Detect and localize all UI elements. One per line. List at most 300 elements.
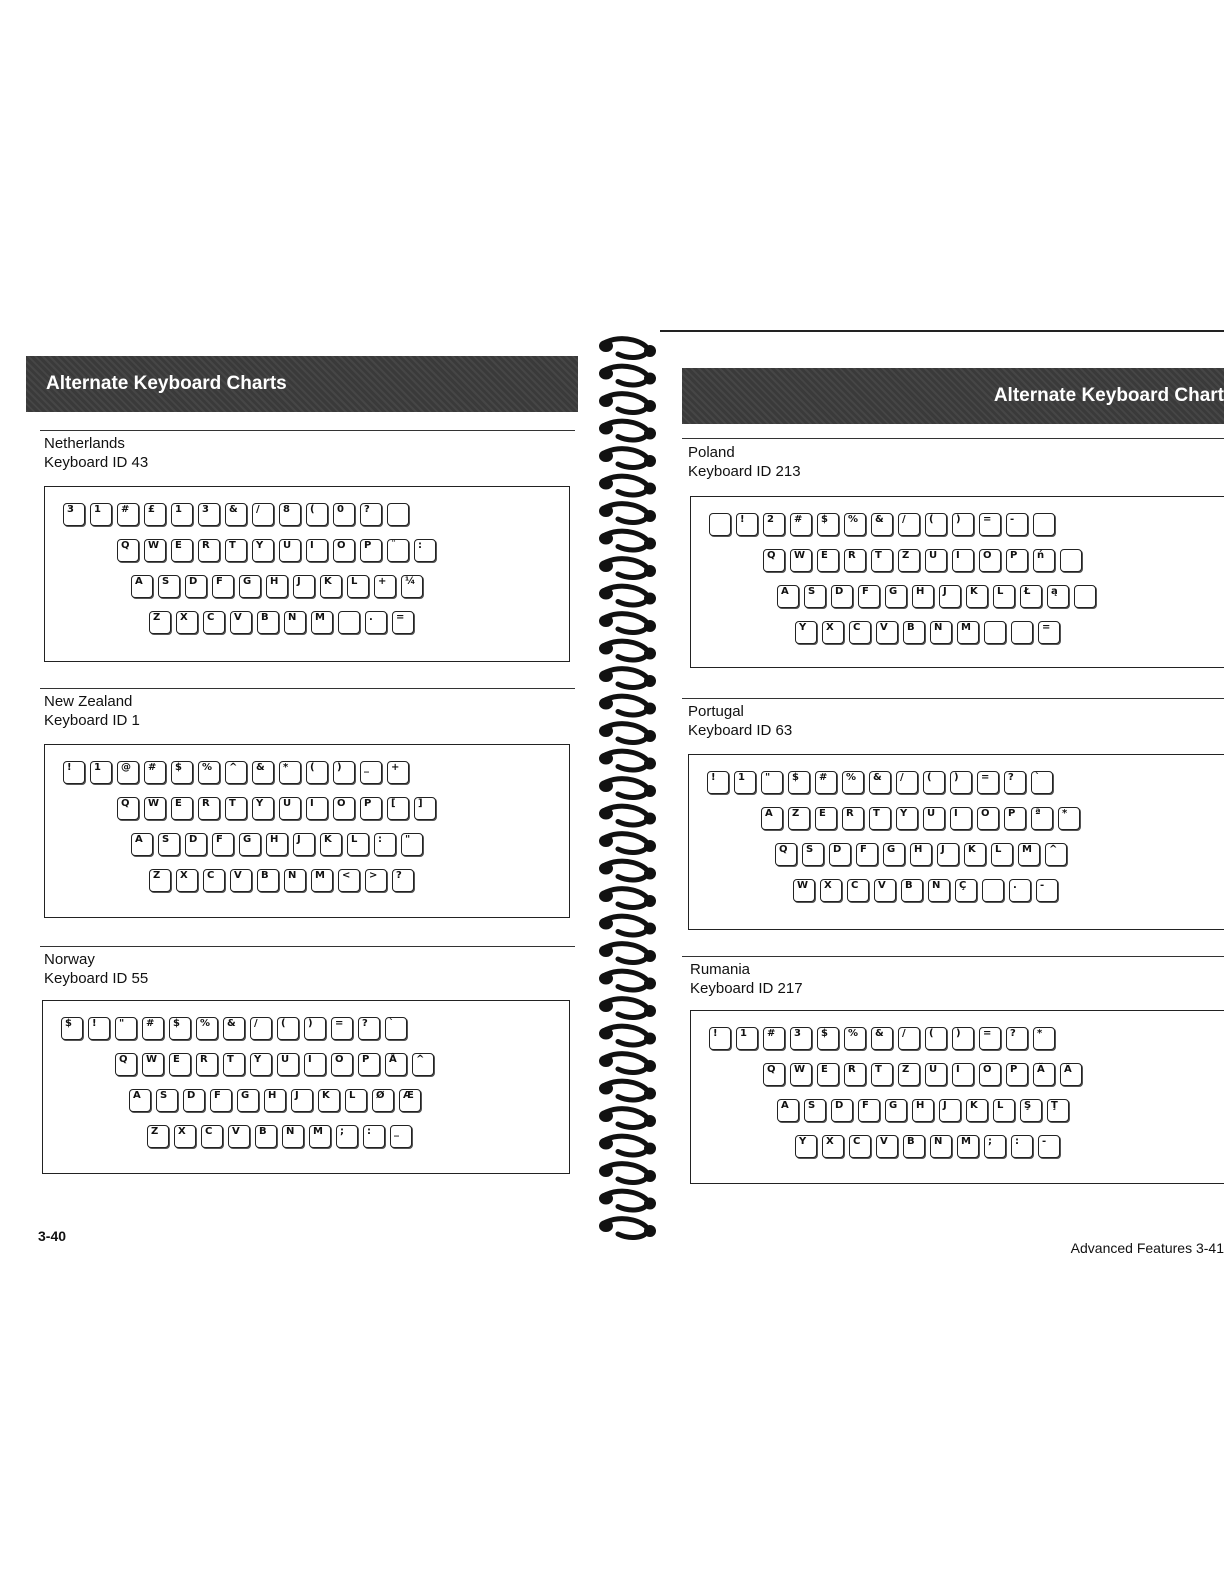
- keycap: [950, 771, 972, 794]
- keycap-label: Ş: [1024, 1100, 1032, 1111]
- keycap: [869, 771, 891, 794]
- binding-coil: [599, 669, 656, 688]
- keycap: [131, 833, 153, 856]
- keycap: [876, 621, 898, 644]
- keycap: [964, 843, 986, 866]
- keycap: [790, 513, 812, 536]
- keycap: [304, 1017, 326, 1040]
- keycap: [761, 771, 783, 794]
- keycap-label: !: [92, 1018, 97, 1029]
- section-rule: [682, 698, 1224, 699]
- keycap: [804, 1099, 826, 1122]
- keycap: [115, 1017, 137, 1040]
- keycap: [293, 833, 315, 856]
- keycap-label: P: [364, 798, 372, 809]
- keycap: [228, 1125, 250, 1148]
- keycap: [63, 503, 85, 526]
- keycap: [61, 1017, 83, 1040]
- keycap: [903, 621, 925, 644]
- keycap: [802, 843, 824, 866]
- keycap-label: 0: [337, 504, 344, 515]
- keycap: [790, 1063, 812, 1086]
- keycap: [203, 611, 225, 634]
- keycap-label: S: [808, 586, 816, 597]
- keycap: [788, 807, 810, 830]
- keycap-label: R: [846, 808, 854, 819]
- country-name: Norway: [44, 951, 95, 968]
- keycap: [203, 869, 225, 892]
- keycap-label: U: [929, 1064, 938, 1075]
- keycap-label: ": [119, 1018, 125, 1029]
- keycap: [1033, 1027, 1055, 1050]
- keycap-label: V: [234, 612, 242, 623]
- keycap: [212, 575, 234, 598]
- keycap-label: I: [956, 1064, 960, 1075]
- keycap: [979, 1027, 1001, 1050]
- keycap-label: T: [229, 540, 236, 551]
- keycap: [842, 771, 864, 794]
- keycap: [788, 771, 810, 794]
- keycap: [831, 585, 853, 608]
- keycap: [196, 1017, 218, 1040]
- keycap: [1060, 549, 1082, 572]
- keycap-label: M: [313, 1126, 323, 1137]
- keycap: [979, 1063, 1001, 1086]
- keycap: [129, 1089, 151, 1112]
- keycap: [198, 797, 220, 820]
- keycap-label: ": [405, 834, 411, 845]
- keycap-label: D: [833, 844, 842, 855]
- keycap: [984, 1135, 1006, 1158]
- keycap: [196, 1053, 218, 1076]
- keycap-label: D: [835, 1100, 844, 1111]
- keycap: [230, 611, 252, 634]
- keycap-label: F: [214, 1090, 221, 1101]
- keycap-label: $: [821, 514, 828, 525]
- keycap: [777, 585, 799, 608]
- keycap-label: U: [927, 808, 936, 819]
- keycap-label: C: [853, 1136, 861, 1147]
- keycap-label: 3: [202, 504, 209, 515]
- keycap-label: J: [941, 844, 945, 855]
- keycap: [412, 1053, 434, 1076]
- left-banner: Alternate Keyboard Charts: [26, 356, 578, 412]
- keycap-label: L: [995, 844, 1002, 855]
- section-title-portugal: [688, 702, 792, 740]
- keyboard-row: [131, 833, 423, 856]
- keycap: [174, 1125, 196, 1148]
- right-page: [660, 0, 1224, 1584]
- keycap: [1006, 549, 1028, 572]
- binding-coil: [599, 1026, 656, 1045]
- binding-coil: [599, 724, 656, 743]
- keycap: [950, 807, 972, 830]
- keycap: [252, 797, 274, 820]
- keycap-label: W: [148, 540, 160, 551]
- section-rule: [40, 430, 575, 431]
- keycap-label: 3: [67, 504, 74, 515]
- binding-coil: [599, 916, 656, 935]
- keycap-label: ^: [229, 762, 238, 773]
- keycap-label: O: [983, 1064, 992, 1075]
- keycap-label: 1: [94, 762, 101, 773]
- keycap-label: /: [902, 1028, 906, 1039]
- keycap: [952, 1063, 974, 1086]
- keycap-label: Ă: [1037, 1064, 1045, 1075]
- keycap-label: ): [956, 1028, 961, 1039]
- keycap: [1033, 513, 1055, 536]
- keycap-label: !: [740, 514, 745, 525]
- keycap: [88, 1017, 110, 1040]
- keycap-label: (: [927, 772, 932, 783]
- keycap: [347, 833, 369, 856]
- keycap-label: T: [875, 1064, 882, 1075]
- keycap: [225, 797, 247, 820]
- keycap: [993, 585, 1015, 608]
- keycap: [345, 1089, 367, 1112]
- keycap: [257, 869, 279, 892]
- keycap-label: H: [916, 1100, 925, 1111]
- keycap: [952, 549, 974, 572]
- keycap-label: #: [794, 514, 803, 525]
- keycap: [883, 843, 905, 866]
- keycap: [360, 539, 382, 562]
- keycap-label: P: [362, 1054, 370, 1065]
- keycap: [817, 549, 839, 572]
- keycap-label: U: [283, 540, 292, 551]
- keycap: [1004, 807, 1026, 830]
- keycap-label: M: [961, 1136, 971, 1147]
- keycap-label: &: [227, 1018, 236, 1029]
- keycap: [414, 797, 436, 820]
- binding-coil: [599, 531, 656, 550]
- keycap-label: J: [295, 1090, 299, 1101]
- keycap-label: ]: [418, 798, 423, 809]
- keycap: [896, 771, 918, 794]
- keycap-label: <: [342, 870, 351, 881]
- keycap-label: =: [981, 772, 990, 783]
- keyboard-row: [147, 1125, 412, 1148]
- keycap-label: A: [135, 576, 143, 587]
- keycap-label: E: [821, 1064, 828, 1075]
- keycap: [977, 807, 999, 830]
- keycap-label: I: [956, 550, 960, 561]
- keycap-label: -: [1010, 514, 1015, 525]
- keycap: [372, 1089, 394, 1112]
- keycap-label: ^: [1049, 844, 1058, 855]
- keycap: [279, 797, 301, 820]
- keycap: [844, 1027, 866, 1050]
- keycap: [709, 513, 731, 536]
- binding-coil: [599, 1191, 656, 1210]
- keycap: [399, 1089, 421, 1112]
- keycap: [709, 1027, 731, 1050]
- keycap: [1011, 1135, 1033, 1158]
- keycap: [311, 611, 333, 634]
- keycap-label: :: [1015, 1136, 1019, 1147]
- keycap: [223, 1053, 245, 1076]
- keycap: [306, 797, 328, 820]
- section-rule: [682, 956, 1224, 957]
- country-name: Netherlands: [44, 435, 125, 452]
- keycap: [358, 1017, 380, 1040]
- keycap: [117, 797, 139, 820]
- keycap: [252, 503, 274, 526]
- keycap: [387, 797, 409, 820]
- keycap: [898, 549, 920, 572]
- keycap: [387, 761, 409, 784]
- keyboard-chart-poland: [690, 496, 1224, 668]
- keycap-label: X: [826, 622, 834, 633]
- section-title-new-zealand: [44, 692, 140, 730]
- keycap: [117, 761, 139, 784]
- keycap-label: /: [900, 772, 904, 783]
- keycap: [333, 539, 355, 562]
- keycap-label: N: [934, 622, 943, 633]
- keycap-label: K: [324, 834, 332, 845]
- keycap-label: R: [848, 550, 856, 561]
- keycap: [250, 1017, 272, 1040]
- keycap: [309, 1125, 331, 1148]
- keycap: [360, 797, 382, 820]
- keycap-label: K: [968, 844, 976, 855]
- keycap-label: #: [146, 1018, 155, 1029]
- keycap-label: W: [148, 798, 160, 809]
- keycap: [171, 761, 193, 784]
- keycap-label: J: [297, 834, 301, 845]
- keycap-label: ;: [988, 1136, 992, 1147]
- section-title-netherlands: [44, 434, 148, 472]
- keycap-label: (: [310, 762, 315, 773]
- keycap-label: Y: [256, 798, 264, 809]
- keycap-label: &: [229, 504, 238, 515]
- keycap-label: %: [848, 514, 859, 525]
- keycap-label: 3: [794, 1028, 801, 1039]
- keycap: [252, 761, 274, 784]
- keycap-label: K: [324, 576, 332, 587]
- keycap-label: -: [1042, 1136, 1047, 1147]
- keycap: [871, 1027, 893, 1050]
- keycap-label: Q: [767, 550, 776, 561]
- keycap: [169, 1017, 191, 1040]
- keycap: [176, 869, 198, 892]
- keycap: [250, 1053, 272, 1076]
- keycap: [761, 807, 783, 830]
- keycap: [912, 585, 934, 608]
- keycap-label: !: [711, 772, 716, 783]
- keycap-label: H: [268, 1090, 277, 1101]
- keycap: [952, 513, 974, 536]
- keycap-label: I: [308, 1054, 312, 1065]
- keycap-label: /: [254, 1018, 258, 1029]
- keycap-label: ?: [1010, 1028, 1016, 1039]
- keyboard-row: [763, 549, 1082, 572]
- keycap: [804, 585, 826, 608]
- keycap: [849, 621, 871, 644]
- keycap: [225, 503, 247, 526]
- keycap-label: X: [178, 1126, 186, 1137]
- keycap: [984, 621, 1006, 644]
- keycap: [363, 1125, 385, 1148]
- keycap-label: K: [970, 1100, 978, 1111]
- keycap: [1038, 621, 1060, 644]
- keycap: [844, 513, 866, 536]
- keycap-label: X: [826, 1136, 834, 1147]
- keycap-label: ą: [1051, 586, 1058, 597]
- keycap-label: +: [378, 576, 387, 587]
- keycap-label: V: [234, 870, 242, 881]
- keycap-label: G: [241, 1090, 250, 1101]
- keycap-label: ): [337, 762, 342, 773]
- keyboard-chart-rumania: [690, 1010, 1224, 1184]
- keycap-label: C: [207, 870, 215, 881]
- keycap-label: J: [943, 1100, 947, 1111]
- keycap: [763, 549, 785, 572]
- keycap: [198, 539, 220, 562]
- keycap-label: N: [934, 1136, 943, 1147]
- binding-coil: [599, 696, 656, 715]
- keycap: [1004, 771, 1026, 794]
- keycap: [925, 1063, 947, 1086]
- binding-coil: [599, 1081, 656, 1100]
- keycap: [1020, 1099, 1042, 1122]
- keycap: [829, 843, 851, 866]
- keycap: [795, 1135, 817, 1158]
- keycap: [912, 1099, 934, 1122]
- keycap-label: L: [351, 834, 358, 845]
- keycap-label: X: [180, 612, 188, 623]
- keycap-label: Y: [256, 540, 264, 551]
- keycap: [1006, 1063, 1028, 1086]
- keycap-label: .: [1013, 880, 1017, 891]
- keycap: [142, 1017, 164, 1040]
- keycap: [820, 879, 842, 902]
- keycap-label: ;: [340, 1126, 344, 1137]
- keycap-label: $: [173, 1018, 180, 1029]
- keycap: [169, 1053, 191, 1076]
- keycap: [1031, 771, 1053, 794]
- keycap: [264, 1089, 286, 1112]
- keycap-label: V: [878, 880, 886, 891]
- keycap: [876, 1135, 898, 1158]
- keyboard-row: [149, 611, 414, 634]
- keyboard-id: Keyboard ID 63: [688, 722, 793, 739]
- binding-coil: [599, 421, 656, 440]
- section-title-norway: [44, 950, 148, 988]
- keycap-label: Ø: [376, 1090, 385, 1101]
- keycap-label: O: [335, 1054, 344, 1065]
- keycap: [144, 797, 166, 820]
- keyboard-row: [707, 771, 1053, 794]
- keycap: [360, 761, 382, 784]
- keycap: [237, 1089, 259, 1112]
- keycap-label: #: [121, 504, 130, 515]
- binding-coil: [599, 834, 656, 853]
- keycap: [284, 611, 306, 634]
- keycap: [293, 575, 315, 598]
- binding-coil: [599, 779, 656, 798]
- keycap-label: G: [887, 844, 896, 855]
- keycap: [901, 879, 923, 902]
- keycap-label: $: [821, 1028, 828, 1039]
- binding-coil: [599, 944, 656, 963]
- keycap-label: F: [216, 576, 223, 587]
- keycap-label: %: [200, 1018, 211, 1029]
- keycap: [387, 503, 409, 526]
- keycap-label: A: [781, 1100, 789, 1111]
- keycap-label: Z: [902, 1064, 910, 1075]
- binding-coil: [599, 751, 656, 770]
- keycap: [793, 879, 815, 902]
- keycap: [885, 1099, 907, 1122]
- binding-coil: [599, 889, 656, 908]
- keycap-label: *: [283, 762, 289, 773]
- keycap: [239, 575, 261, 598]
- keycap-label: L: [349, 1090, 356, 1101]
- keycap: [365, 869, 387, 892]
- keycap: [347, 575, 369, 598]
- keycap-label: ): [954, 772, 959, 783]
- keycap: [1047, 1099, 1069, 1122]
- keycap-label: X: [824, 880, 832, 891]
- keycap-label: N: [288, 612, 297, 623]
- keycap: [952, 1027, 974, 1050]
- keycap: [385, 1053, 407, 1076]
- keycap-label: Q: [767, 1064, 776, 1075]
- keycap: [318, 1089, 340, 1112]
- keycap-label: ): [956, 514, 961, 525]
- keycap-label: C: [851, 880, 859, 891]
- keycap: [815, 807, 837, 830]
- keycap-label: U: [929, 550, 938, 561]
- keycap-label: ^: [416, 1054, 425, 1065]
- keyboard-chart-norway: [42, 1000, 570, 1174]
- keycap: [171, 539, 193, 562]
- keycap: [266, 833, 288, 856]
- keycap-label: B: [905, 880, 913, 891]
- keycap: [923, 807, 945, 830]
- keycap: [183, 1089, 205, 1112]
- keycap: [979, 513, 1001, 536]
- keycap: [957, 621, 979, 644]
- keycap-label: _: [394, 1126, 399, 1137]
- keycap-label: =: [396, 612, 405, 623]
- keycap: [266, 575, 288, 598]
- keycap: [777, 1099, 799, 1122]
- binding-coil: [599, 1164, 656, 1183]
- keycap: [336, 1125, 358, 1148]
- keycap: [871, 1063, 893, 1086]
- keycap-label: (: [929, 514, 934, 525]
- keycap-label: S: [162, 834, 170, 845]
- keycap: [1045, 843, 1067, 866]
- keycap: [279, 761, 301, 784]
- keycap: [198, 503, 220, 526]
- keycap: [982, 879, 1004, 902]
- keycap: [966, 585, 988, 608]
- keycap-label: _: [364, 762, 369, 773]
- keycap: [225, 539, 247, 562]
- keycap: [979, 549, 1001, 572]
- keycap: [763, 1063, 785, 1086]
- keycap: [790, 1027, 812, 1050]
- keycap: [385, 1017, 407, 1040]
- keycap-label: =: [1042, 622, 1051, 633]
- country-name: Portugal: [688, 703, 744, 720]
- keycap: [871, 513, 893, 536]
- keycap-label: 1: [738, 772, 745, 783]
- keycap-label: W: [797, 880, 809, 891]
